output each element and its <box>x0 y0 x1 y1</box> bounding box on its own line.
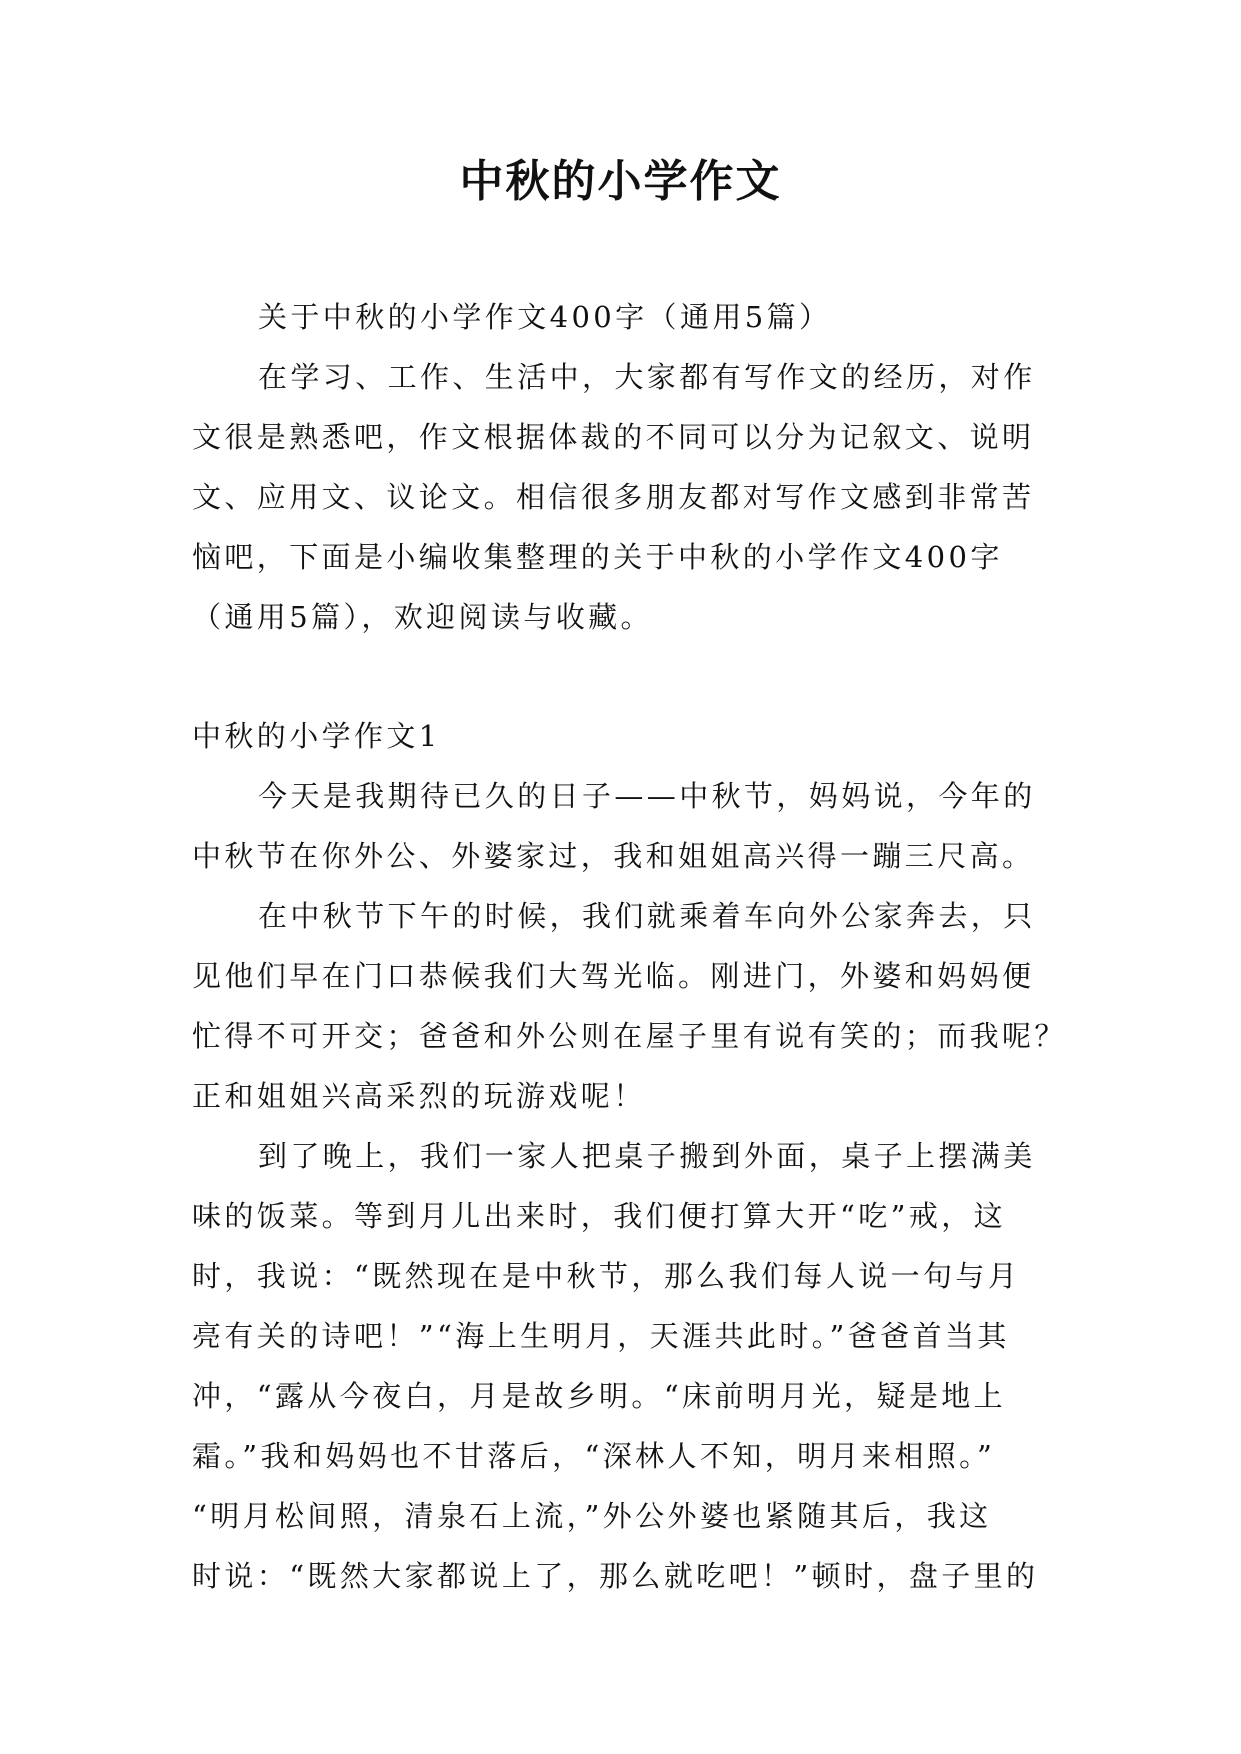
section-gap <box>192 647 1050 706</box>
essay-paragraph-line: 到了晚上，我们一家人把桌子搬到外面，桌子上摆满美 <box>258 1139 1036 1173</box>
essay-paragraph-line: 时，我说：“既然现在是中秋节，那么我们每人说一句与月 <box>192 1259 1021 1293</box>
essay-paragraph-line: 今天是我期待已久的日子——中秋节，妈妈说，今年的 <box>258 779 1036 813</box>
essay-paragraph-line: 时说：“既然大家都说上了，那么就吃吧！”顿时，盘子里的 <box>192 1559 1039 1593</box>
section-heading: 中秋的小学作文1 <box>192 719 441 753</box>
document-title: 中秋的小学作文 <box>459 156 782 207</box>
essay-paragraph-line: 见他们早在门口恭候我们大驾光临。刚进门，外婆和妈妈便 <box>192 959 1035 993</box>
intro-paragraph-line: 文很是熟悉吧，作文根据体裁的不同可以分为记叙文、说明 <box>192 420 1035 454</box>
essay-paragraph-line: 霜。”我和妈妈也不甘落后，“深林人不知，明月来相照。” <box>192 1439 996 1473</box>
essay-paragraph-line: 亮有关的诗吧！”“海上生明月，天涯共此时。”爸爸首当其 <box>192 1319 1010 1353</box>
document-body <box>192 287 1067 1606</box>
intro-paragraph-line: 在学习、工作、生活中，大家都有写作文的经历，对作 <box>258 360 1036 394</box>
essay-paragraph-line: “明月松间照，清泉石上流，”外公外婆也紧随其后，我这 <box>192 1499 992 1533</box>
intro-paragraph-line: （通用5篇），欢迎阅读与收藏。 <box>192 600 653 634</box>
essay-paragraph-line: 忙得不可开交；爸爸和外公则在屋子里有说有笑的；而我呢？ <box>192 1019 1067 1053</box>
essay-paragraph-line: 中秋节在你外公、外婆家过，我和姐姐高兴得一蹦三尺高。 <box>192 839 1035 873</box>
subtitle-line: 关于中秋的小学作文400字（通用5篇） <box>258 300 832 334</box>
essay-paragraph-line: 味的饭菜。等到月儿出来时，我们便打算大开“吃”戒，这 <box>192 1199 1007 1233</box>
essay-paragraph-line: 正和姐姐兴高采烈的玩游戏呢！ <box>192 1079 646 1113</box>
intro-paragraph-line: 文、应用文、议论文。相信很多朋友都对写作文感到非常苦 <box>192 480 1035 514</box>
intro-paragraph-line: 恼吧，下面是小编收集整理的关于中秋的小学作文400字 <box>192 540 1003 574</box>
essay-paragraph-line: 冲，“露从今夜白，月是故乡明。“床前明月光，疑是地上 <box>192 1379 1007 1413</box>
essay-paragraph-line: 在中秋节下午的时候，我们就乘着车向外公家奔去，只 <box>258 899 1036 933</box>
